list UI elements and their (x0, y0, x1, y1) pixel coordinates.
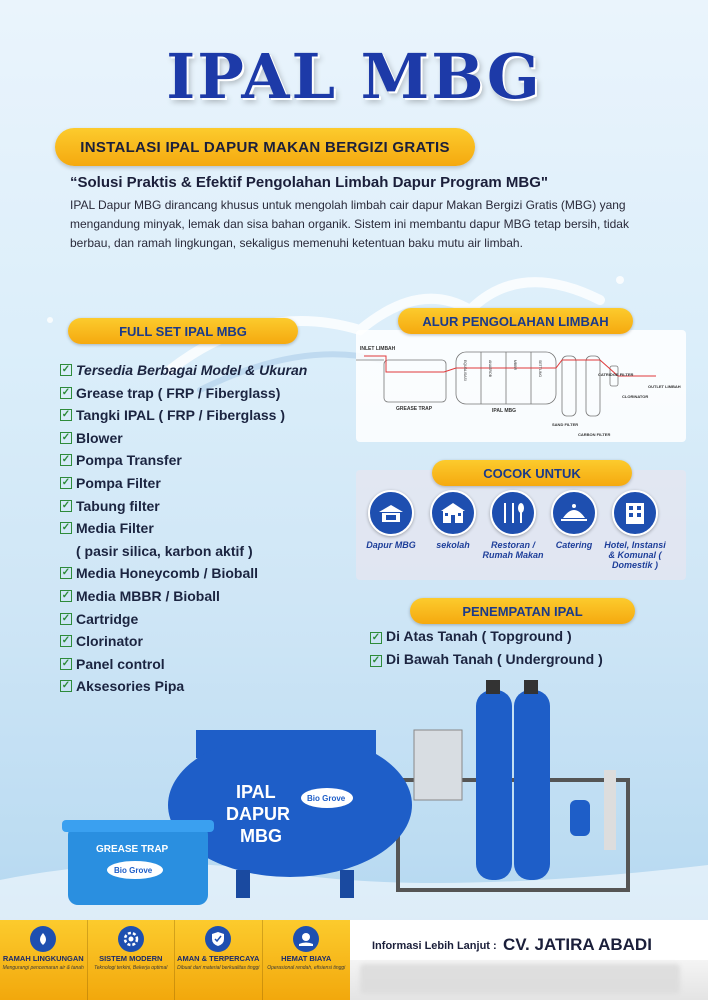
cutlery-icon (490, 490, 536, 536)
page-title: IPAL MBG (166, 40, 542, 113)
feature-ramah: RAMAH LINGKUNGAN Mengurangi pencemaran air & tanah (0, 920, 88, 1000)
building-icon (612, 490, 658, 536)
checkbox-icon: ✓ (61, 499, 71, 511)
company-name: CV. JATIRA ABADI (503, 935, 652, 954)
process-flow-diagram (356, 330, 686, 442)
equalisasi-label: EQUALISASI (463, 360, 467, 381)
checkbox-icon: ✓ (61, 567, 71, 579)
checkbox-icon: ✓ (61, 612, 71, 624)
product-illustration (0, 680, 708, 920)
cloche-icon (551, 490, 597, 536)
list-item: ✓ Media Honeycomb / Bioball (61, 565, 259, 582)
checkbox-icon: ✓ (61, 657, 71, 669)
mbbr-label: MBBR (513, 360, 517, 371)
cartridge-filter-label: CATRIDGE FILTER (598, 372, 634, 377)
list-item: ✓ Media MBBR / Bioball (61, 587, 220, 604)
checkbox-icon: ✓ (61, 431, 71, 443)
checkbox-icon: ✓ (371, 655, 381, 666)
list-item: ✓ Di Bawah Tanah ( Underground ) (371, 651, 603, 667)
ipal-label: IPAL MBG (492, 408, 516, 414)
list-item: ( pasir silica, karbon aktif ) (76, 542, 253, 559)
list-item: ✓ Media Filter (61, 520, 154, 537)
checkbox-icon: ✓ (61, 589, 71, 601)
alur-heading: ALUR PENGOLAHAN LIMBAH (398, 308, 633, 334)
checkbox-icon: ✓ (61, 635, 71, 647)
feature-modern: SISTEM MODERN Teknologi terkini, Bekerja optimal (88, 920, 176, 1000)
cocok-item-hotel: Hotel, Instansi & Komunal ( Domestik ) (600, 490, 670, 570)
fullset-heading: FULL SET IPAL MBG (68, 318, 298, 344)
info-label: Informasi Lebih Lanjut : (372, 940, 497, 952)
list-item: ✓ Grease trap ( FRP / Fiberglass) (61, 384, 281, 401)
list-item: ✓ Aksesories Pipa (61, 678, 185, 695)
list-item: ✓ Blower (61, 429, 123, 446)
list-item: ✓ Tersedia Berbagai Model & Ukuran (61, 362, 308, 378)
list-item: ✓ Pompa Filter (61, 474, 161, 491)
money-hand-icon (293, 926, 319, 952)
list-item: ✓ Pompa Transfer (61, 452, 182, 469)
outlet-label: OUTLET LIMBAH (648, 384, 681, 389)
footer-features (0, 920, 350, 1000)
carbon-filter-label: CARBON FILTER (578, 432, 611, 437)
checkbox-icon: ✓ (61, 454, 71, 466)
intro-paragraph: IPAL Dapur MBG dirancang khusus untuk mengolah limbah cair dapur Makan Bergizi Gratis (MBG) yang mengandung minyak, lemak dan sisa bahan organik. Sistem ini membantu dapur MBG tetap bersih, tidak berbau, dan ramah lingkungan, sekaligus memenuhi ketentuan baku mutu air limbah. (70, 198, 629, 250)
clorinator-label: CLORINATOR (622, 394, 649, 399)
checkbox-icon: ✓ (61, 522, 71, 534)
checkbox-icon: ✓ (371, 632, 381, 643)
checkbox-icon: ✓ (61, 680, 71, 692)
cocok-item-catering: Catering (539, 490, 609, 550)
fullset-list (60, 360, 360, 699)
grease-trap-label-text: GREASE TRAP (96, 844, 169, 855)
leaf-drop-icon (30, 926, 56, 952)
list-item: ✓ Tabung filter (61, 497, 160, 514)
feature-hemat: HEMAT BIAYA Operasional rendah, efisiensi tinggi (263, 920, 351, 1000)
gear-icon (118, 926, 144, 952)
grease-trap (62, 820, 214, 905)
process-diagram (356, 330, 686, 442)
tank-label-ipal: IPAL (236, 782, 276, 802)
kitchen-icon (368, 490, 414, 536)
school-icon (430, 490, 476, 536)
penempatan-list (370, 628, 603, 674)
cocok-item-dapur: Dapur MBG (356, 490, 426, 550)
filter-unit (398, 680, 628, 890)
list-item: ✓ Panel control (61, 655, 165, 672)
list-item: ✓ Clorinator (61, 633, 143, 650)
shield-check-icon (205, 926, 231, 952)
anaerob-label: ANAEROB (488, 360, 492, 378)
blurred-contact (350, 960, 708, 1000)
list-item: ✓ Cartridge (61, 610, 139, 627)
grease-trap-label: GREASE TRAP (396, 406, 433, 412)
cocok-item-sekolah: sekolah (418, 490, 488, 550)
list-item: ✓ Di Atas Tanah ( Topground ) (371, 628, 572, 644)
checkbox-icon: ✓ (61, 476, 71, 488)
grease-brand-logo: Bio Grove (114, 866, 153, 875)
checkbox-icon: ✓ (61, 409, 71, 421)
subtitle-banner: INSTALASI IPAL DAPUR MAKAN BERGIZI GRATIS (55, 128, 475, 166)
checkbox-icon: ✓ (61, 386, 71, 398)
tagline: “Solusi Praktis & Efektif Pengolahan Limbah Dapur Program MBG" (70, 174, 549, 191)
settling-label: SETTLING (538, 360, 542, 378)
cocok-heading: COCOK UNTUK (432, 460, 632, 486)
checkbox-icon: ✓ (61, 364, 71, 375)
tank-label-mbg: MBG (240, 826, 282, 846)
inlet-label: INLET LIMBAH (360, 346, 396, 352)
list-item: ✓ Tangki IPAL ( FRP / Fiberglass ) (61, 407, 286, 424)
feature-aman: AMAN & TERPERCAYA Dibuat dari material berkualitas tinggi (175, 920, 263, 1000)
penempatan-heading: PENEMPATAN IPAL (410, 598, 635, 624)
tank-label-dapur: DAPUR (226, 804, 291, 824)
sand-filter-label: SAND FILTER (552, 422, 579, 427)
cocok-item-restoran: Restoran / Rumah Makan (478, 490, 548, 560)
tank-brand-logo: Bio Grove (307, 794, 346, 803)
